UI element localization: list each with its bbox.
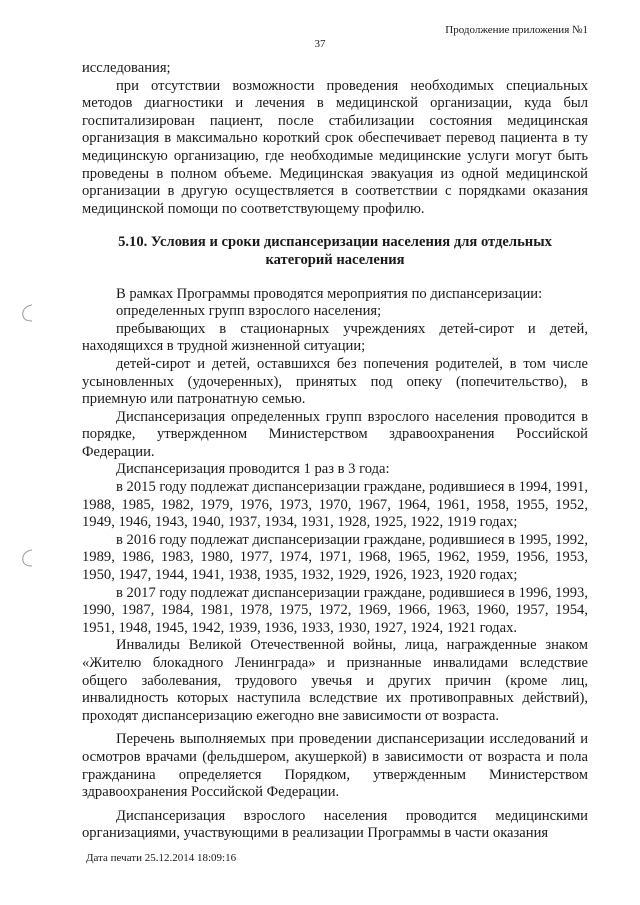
paragraph: Инвалиды Великой Отечественной войны, лица, награжденные знаком «Жителю блокадного Ленинграда» и признанные инвалидами вследствие общего заболевания, трудового увечья и других причин (кроме лиц, инвалидность которых наступила вследствие их противоправных действий), проходят диспансеризацию ежегодно вне зависимости от возраста. (82, 637, 588, 724)
section-title-line: 5.10. Условия и сроки диспансеризации населения для отдельных (118, 234, 552, 251)
paragraph: при отсутствии возможности проведения необходимых специальных методов диагностики и лечения в медицинской организации, куда был госпитализирован пациент, после стабилизации состояния медицинская организация в максимально короткий срок обеспечивает перевод пациента в ту медицинскую организацию, где необходимые медицинские услуги могут быть проведены в полном объеме. Медицинская эвакуация из одной медицинской организации в другую осуществляется в соответствии с порядками оказания медицинской помощи по соответствующему профилю. (82, 77, 588, 217)
year-list-2015: в 2015 году подлежат диспансеризации граждане, родившиеся в 1994, 1991, 1988, 1985, 1982, 1979, 1976, 1973, 1970, 1967, 1964, 1961, 1958, 1955, 1952, 1949, 1946, 1943, 1940, 1937, 1934, 1931, 1928, 1925, 1922, 1919 годах; (82, 479, 588, 531)
punch-hole-mark (20, 548, 34, 568)
document-body (82, 60, 588, 843)
paragraph: Перечень выполняемых при проведении диспансеризации исследований и осмотров врачами (фельдшером, акушеркой) в зависимости от возраста и пола гражданина определяется Порядком, утвержденным Министерством здравоохранения Российской Федерации. (82, 731, 588, 801)
paragraph: Диспансеризация определенных групп взрослого населения проводится в порядке, утвержденном Министерством здравоохранения Российской Федерации. (82, 408, 588, 460)
paragraph: В рамках Программы проводятся мероприятия по диспансеризации: (116, 285, 543, 302)
section-title-line: категорий населения (265, 251, 405, 268)
list-item: детей-сирот и детей, оставшихся без попечения родителей, в том числе усыновленных (удочеренных), принятых под опеку (попечительство), в приемную или патронатную семью. (82, 355, 588, 408)
paragraph: исследования; (82, 60, 171, 76)
section-heading (82, 234, 588, 269)
page-number: 37 (314, 38, 326, 50)
year-list-2016: в 2016 году подлежат диспансеризации граждане, родившиеся в 1995, 1992, 1989, 1986, 1983, 1980, 1977, 1974, 1971, 1968, 1965, 1962, 1959, 1956, 1953, 1950, 1947, 1944, 1941, 1938, 1935, 1932, 1929, 1926, 1923, 1920 годах; (82, 531, 588, 584)
paragraph: Диспансеризация проводится 1 раз в 3 года: (116, 461, 390, 478)
paragraph: Диспансеризация взрослого населения проводится медицинскими организациями, участвующими в реализации Программы в части оказания (82, 807, 588, 842)
appendix-continuation-note: Продолжение приложения №1 (445, 24, 588, 36)
list-item: определенных групп взрослого населения; (116, 303, 382, 320)
list-item: пребывающих в стационарных учреждениях детей-сирот и детей, находящихся в трудной жизненной ситуации; (82, 320, 588, 355)
print-date-footer: Дата печати 25.12.2014 18:09:16 (86, 852, 237, 864)
year-list-2017: в 2017 году подлежат диспансеризации граждане, родившиеся в 1996, 1993, 1990, 1987, 1984, 1981, 1978, 1975, 1972, 1969, 1966, 1963, 1960, 1957, 1954, 1951, 1948, 1945, 1942, 1939, 1936, 1933, 1930, 1927, 1924, 1921 годах. (82, 584, 588, 636)
punch-hole-mark (20, 303, 34, 323)
